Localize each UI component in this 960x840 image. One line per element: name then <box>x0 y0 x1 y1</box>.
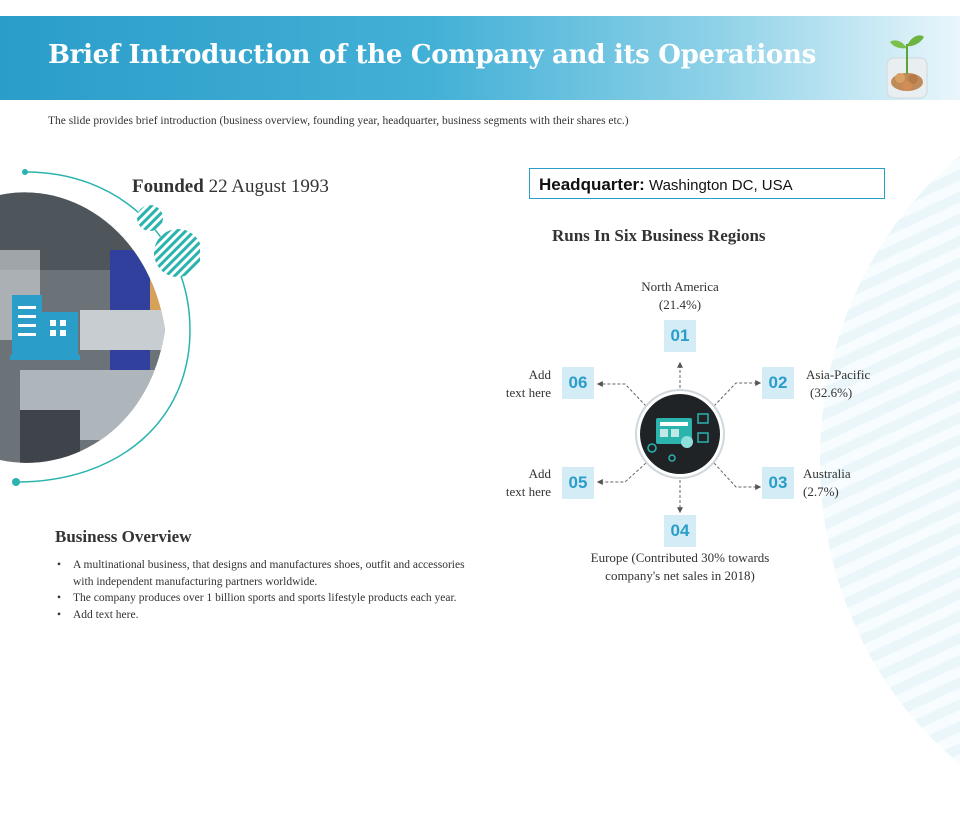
region-02-line2: (32.6%) <box>810 385 853 400</box>
region-03-label <box>803 465 851 501</box>
regions-title: Runs In Six Business Regions <box>552 226 766 245</box>
founded-date <box>132 176 329 198</box>
regions-diagram <box>480 270 960 590</box>
list-item: • The company produces over 1 billion sports and sports lifestyle products each year. <box>55 590 485 607</box>
region-02-number: 02 <box>762 367 794 399</box>
region-03-line1: Australia <box>803 466 851 481</box>
list-item: • Add text here. <box>55 607 485 624</box>
business-overview-title: Business Overview <box>55 527 192 546</box>
founded-value: 22 August 1993 <box>208 176 329 197</box>
region-05-label <box>480 465 551 501</box>
page-title: Brief Introduction of the Company and its Operations <box>48 40 816 70</box>
region-02-line1: Asia-Pacific <box>806 367 871 382</box>
headquarter-value: Washington DC, USA <box>648 177 793 194</box>
office-photo-illustration <box>0 160 200 500</box>
region-02-label <box>806 366 870 402</box>
region-03-line2: (2.7%) <box>803 484 839 499</box>
region-06-number: 06 <box>562 367 594 399</box>
region-06-line1: Add <box>528 367 551 382</box>
region-05-line2: text here <box>505 484 551 499</box>
region-03-number: 03 <box>762 467 794 499</box>
slide-subtitle: The slide provides brief introduction (business overview, founding year, headquarter, business segments with their shares etc.) <box>48 115 629 127</box>
region-01-number: 01 <box>664 320 696 352</box>
region-05-line1: Add <box>528 466 551 481</box>
list-item: • A multinational business, that designs and manufactures shoes, outfit and accessories with independent manufacturing partners worldwide. <box>55 557 485 590</box>
region-06-line2: text here <box>505 385 551 400</box>
region-04-line1: Europe (Contributed 30% towards <box>590 550 770 565</box>
headquarter-label: Headquarter: <box>539 175 645 194</box>
region-01-line2: (21.4%) <box>658 297 702 312</box>
region-04-label <box>550 549 810 585</box>
business-overview-list <box>55 557 485 623</box>
founded-label: Founded <box>132 176 204 197</box>
region-04-number: 04 <box>664 515 696 547</box>
region-01-line1: North America <box>641 279 719 294</box>
hub-connectors <box>480 270 960 590</box>
region-01-label <box>620 278 740 314</box>
plant-in-jar-icon <box>884 16 930 100</box>
region-04-line2: company's net sales in 2018) <box>605 568 755 583</box>
region-06-label <box>480 366 551 402</box>
headquarter-box <box>529 168 885 199</box>
region-05-number: 05 <box>562 467 594 499</box>
